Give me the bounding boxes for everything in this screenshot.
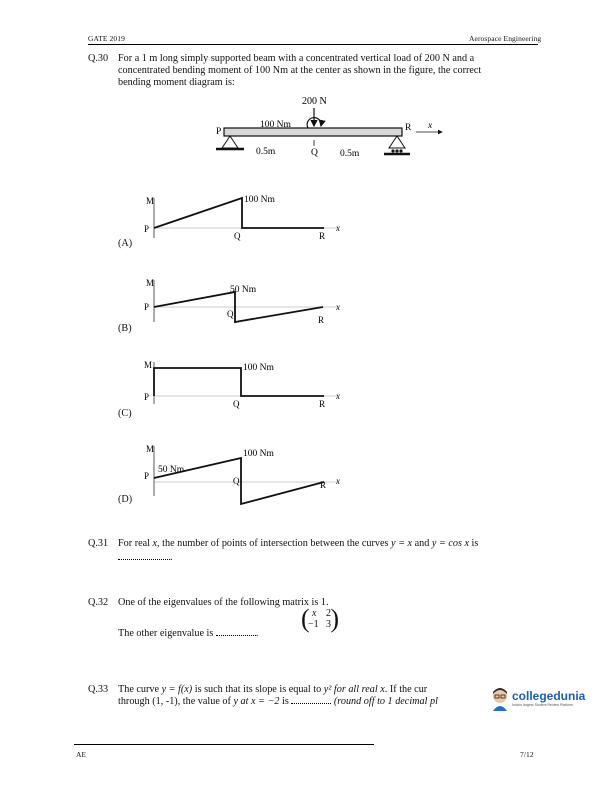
option-c-diagram xyxy=(138,356,358,416)
moment-label: 100 Nm xyxy=(260,120,291,130)
svg-text:100 Nm: 100 Nm xyxy=(243,363,274,373)
option-a-diagram xyxy=(138,186,358,254)
svg-text:M: M xyxy=(146,196,155,206)
svg-text:50 Nm: 50 Nm xyxy=(158,465,185,475)
q32-text: One of the eigenvalues of the following matrix is 1. xyxy=(118,597,329,608)
svg-text:R: R xyxy=(318,315,325,325)
q32-number: Q.32 xyxy=(88,597,109,608)
option-c-label: (C) xyxy=(118,408,132,419)
fig-x: x xyxy=(428,121,433,131)
option-b-diagram xyxy=(138,274,358,334)
footer-rule xyxy=(74,744,374,745)
svg-text:Q: Q xyxy=(233,476,240,486)
fig-q: Q xyxy=(311,148,318,158)
q30-text-line-1: For a 1 m long simply supported beam with a concentrated vertical load of 200 N and a xyxy=(118,53,475,64)
svg-text:Q: Q xyxy=(233,399,240,409)
svg-text:P: P xyxy=(144,302,150,312)
svg-text:R: R xyxy=(319,231,326,241)
q33-line-1: The curve y = f(x) is such that its slope is equal to y² for all real x. If the cur xyxy=(118,684,428,695)
svg-text:R: R xyxy=(320,480,327,490)
q31-number: Q.31 xyxy=(88,538,109,549)
footer-left: AE xyxy=(76,750,87,759)
fig-p: P xyxy=(216,127,222,137)
svg-text:x: x xyxy=(336,391,340,401)
header-right: Aerospace Engineering xyxy=(469,34,542,43)
svg-text:x: x xyxy=(336,223,340,233)
load-label: 200 N xyxy=(302,96,327,107)
option-a-label: (A) xyxy=(118,238,133,249)
svg-text:M: M xyxy=(146,278,155,288)
left-support xyxy=(222,136,238,148)
q32-other-eigenvalue: The other eigenvalue is . xyxy=(118,628,259,639)
header-left: GATE 2019 xyxy=(88,34,125,43)
beam xyxy=(224,128,402,136)
right-support xyxy=(389,136,405,148)
svg-text:R: R xyxy=(319,399,326,409)
svg-text:Q: Q xyxy=(227,309,234,319)
q30-number: Q.30 xyxy=(88,53,109,64)
svg-text:P: P xyxy=(144,224,150,234)
q31-answer-line[interactable]: . xyxy=(118,552,173,564)
q30-text-line-3: bending moment diagram is: xyxy=(118,77,235,88)
svg-text:M: M xyxy=(146,444,155,454)
svg-text:Q: Q xyxy=(234,231,241,241)
svg-text:M: M xyxy=(144,360,153,370)
header-rule xyxy=(88,44,538,45)
option-d-label: (D) xyxy=(118,494,133,505)
svg-text:P: P xyxy=(144,471,150,481)
page-number: 7/12 xyxy=(520,750,534,759)
collegedunia-logo-tagline: India's largest Student Review Platform xyxy=(512,703,573,707)
q32-matrix: ( ) x 2 −1 3 xyxy=(301,604,339,633)
option-b-label: (B) xyxy=(118,323,132,334)
svg-text:x: x xyxy=(336,476,340,486)
q31-text: For real x, the number of points of intersection between the curves y = x and y = cos x is xyxy=(118,538,479,549)
collegedunia-logo-name: collegedunia xyxy=(512,689,586,703)
svg-text:100 Nm: 100 Nm xyxy=(243,449,274,459)
fig-len-right: 0.5m xyxy=(340,149,360,159)
beam-figure xyxy=(190,90,470,170)
fig-r: R xyxy=(405,123,412,133)
q33-number: Q.33 xyxy=(88,684,109,695)
collegedunia-logo-icon xyxy=(490,687,510,711)
q33-line-2: through (1, -1), the value of y at x = −2 is (round off to 1 decimal pl xyxy=(118,696,438,707)
q30-text-line-2: concentrated bending moment of 100 Nm at the center as shown in the figure, the correct xyxy=(118,65,482,76)
svg-text:50 Nm: 50 Nm xyxy=(230,285,257,295)
svg-text:x: x xyxy=(336,302,340,312)
fig-len-left: 0.5m xyxy=(256,147,276,157)
option-d-diagram xyxy=(138,440,358,512)
svg-text:100 Nm: 100 Nm xyxy=(244,195,275,205)
svg-text:P: P xyxy=(144,392,150,402)
